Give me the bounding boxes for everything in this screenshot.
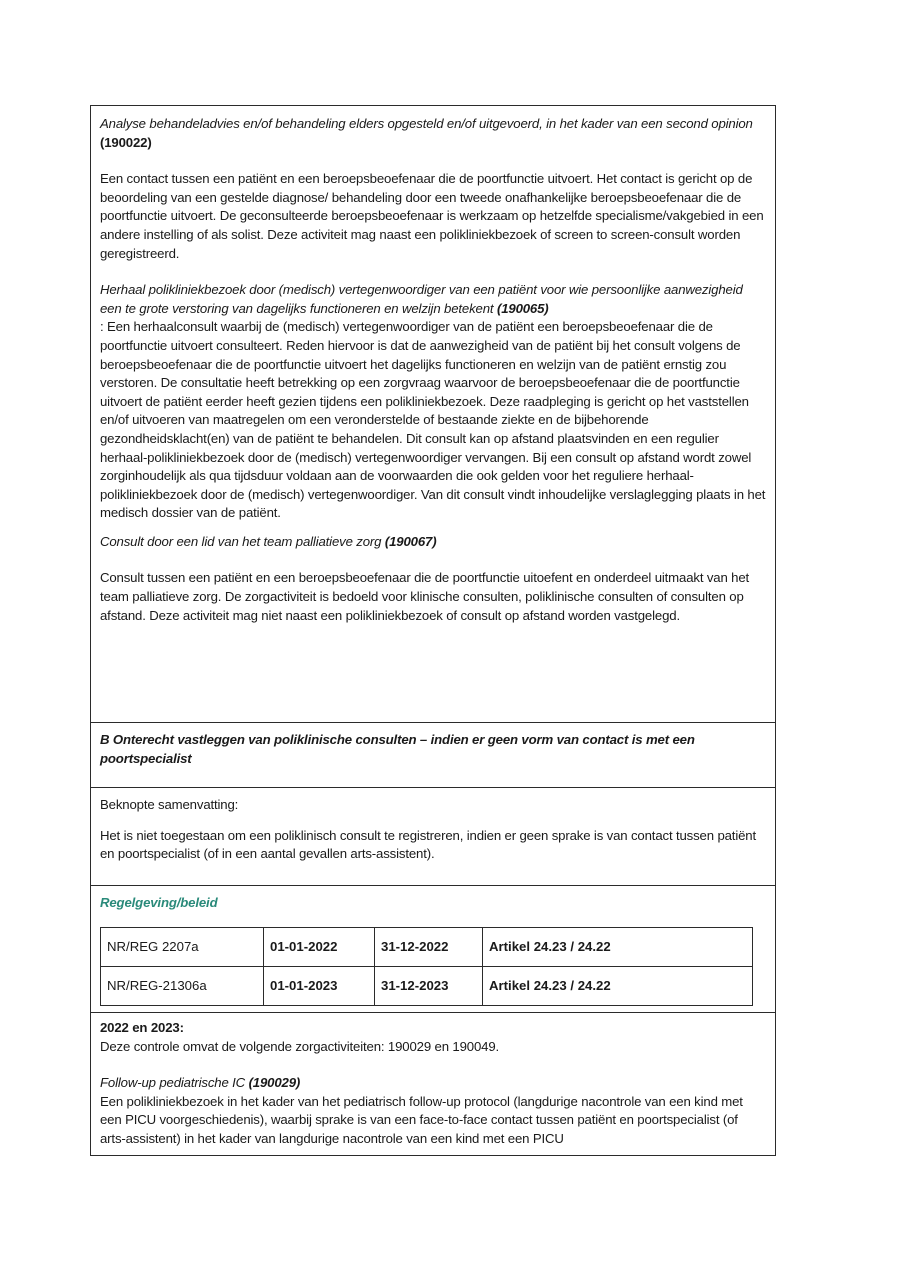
regulation-end-date: 31-12-2022 bbox=[375, 927, 483, 966]
item-190022-code: (190022) bbox=[100, 134, 152, 150]
item-190022-heading bbox=[100, 115, 766, 152]
regulation-article: Artikel 24.23 / 24.22 bbox=[483, 927, 753, 966]
item-190067-code: (190067) bbox=[384, 533, 437, 549]
item-190029-heading bbox=[100, 1074, 766, 1093]
scope-text: Deze controle omvat de volgende zorgactiviteiten: 190029 en 190049. bbox=[100, 1038, 500, 1054]
regulation-ref: NR/REG 2207a bbox=[101, 927, 264, 966]
regulation-start-date: 01-01-2023 bbox=[264, 966, 375, 1005]
regulation-article: Artikel 24.23 / 24.22 bbox=[483, 966, 753, 1005]
scope-cell bbox=[91, 1012, 775, 1155]
item-190065-heading bbox=[100, 281, 766, 318]
years-label: 2022 en 2023: bbox=[100, 1020, 184, 1035]
item-190022-body: Een contact tussen een patiënt en een beroepsbeoefenaar die de poortfunctie uitvoert. Het contact is gericht op de beoordeling van een gestelde diagnose/ behandeling door een tweede onafhankelijke beroepsbeoefenaar die de poortfunctie uitvoert. De geconsulteerde beroepsbeoefenaar is werkzaam op hetzelfde specialisme/vakgebied in een andere instelling of als solist. Deze activiteit mag naast een polikliniekbezoek of screen to screen-consult worden geregistreerd. bbox=[100, 171, 764, 261]
section-b-heading: B Onterecht vastleggen van poliklinische consulten – indien er geen vorm van contact is met een poortspecialist bbox=[100, 732, 695, 766]
item-190065-title: Herhaal polikliniekbezoek door (medisch) vertegenwoordiger van een patiënt voor wie persoonlijke aanwezigheid een te grote verstoring van dagelijks functioneren en welzijn betekent bbox=[100, 282, 743, 316]
item-190065-code: (190065) bbox=[496, 300, 549, 316]
table-row bbox=[101, 966, 753, 1005]
summary-cell bbox=[91, 787, 775, 885]
item-190067-heading bbox=[100, 533, 766, 552]
summary-label: Beknopte samenvatting: bbox=[100, 797, 239, 812]
regulation-cell bbox=[91, 885, 775, 1012]
item-190029-title: Follow-up pediatrische IC bbox=[100, 1075, 246, 1091]
item-190029-code: (190029) bbox=[248, 1075, 301, 1091]
section-b-heading-cell bbox=[91, 722, 775, 787]
document-frame bbox=[90, 105, 776, 1156]
item-190029-body: Een polikliniekbezoek in het kader van het pediatrisch follow-up protocol (langdurige nacontrole van een kind met een PICU voorgeschiedenis), waarbij sprake is van een face-to-face contact tussen patiënt en poortspecialist (of arts-assistent) in het kader van langdurige nacontrole van een kind met een PICU bbox=[100, 1093, 743, 1146]
item-190065-body: : Een herhaalconsult waarbij de (medisch) vertegenwoordiger van de patiënt een beroepsbeoefenaar die de poortfunctie uitvoert consulteert. Reden hiervoor is dat de aanwezigheid van de patiënt bij het consult volgens de beroepsbeoefenaar die de poortfunctie uitvoert het dagelijks functioneren en welzijn van de patiënt ernstig zou verstoren. De consultatie heeft betrekking op een zorgvraag waarvoor de beroepsbeoefenaar die de poortfunctie uitvoert de patiënt eerder heeft gezien tijdens een polikliniekbezoek. Deze raadpleging is gericht op het vaststellen en/of uitvoeren van maatregelen om een veronderstelde of bestaande ziekte en de bijbehorende gezondheidsklacht(en) van de patiënt te behandelen. Dit consult kan op afstand plaatsvinden en een regulier herhaal-polikliniekbezoek door de (medisch) vertegenwoordiger vervangen. Bij een consult op afstand wordt zowel zorginhoudelijk als qua tijdsduur voldaan aan de voorwaarden die ook gelden voor het reguliere herhaal-polikliniekbezoek door de (medisch) vertegenwoordiger. Van dit consult vindt inhoudelijke verslaglegging plaats in het medisch dossier van de patiënt. bbox=[100, 319, 766, 521]
summary-text: Het is niet toegestaan om een poliklinisch consult te registreren, indien er geen sprake is van contact tussen patiënt en poortspecialist (of in een aantal gevallen arts-assistent). bbox=[100, 827, 756, 862]
regulation-start-date: 01-01-2022 bbox=[264, 927, 375, 966]
item-190067-body: Consult tussen een patiënt en een beroepsbeoefenaar die de poortfunctie uitoefent en onderdeel uitmaakt van het team palliatieve zorg. De zorgactiviteit is bedoeld voor klinische consulten, poliklinische consulten of consulten op afstand. Deze activiteit mag niet naast een polikliniekbezoek of consult op afstand worden vastgelegd. bbox=[100, 570, 750, 623]
item-190022-title: Analyse behandeladvies en/of behandeling elders opgesteld en/of uitgevoerd, in het kader van een second opinion bbox=[100, 116, 753, 131]
regulation-table bbox=[100, 927, 753, 1006]
table-row bbox=[101, 927, 753, 966]
regulation-end-date: 31-12-2023 bbox=[375, 966, 483, 1005]
section-a-cell bbox=[91, 106, 775, 722]
regulation-heading: Regelgeving/beleid bbox=[100, 895, 218, 910]
item-190067-title: Consult door een lid van het team palliatieve zorg bbox=[100, 533, 382, 549]
regulation-ref: NR/REG-21306a bbox=[101, 966, 264, 1005]
